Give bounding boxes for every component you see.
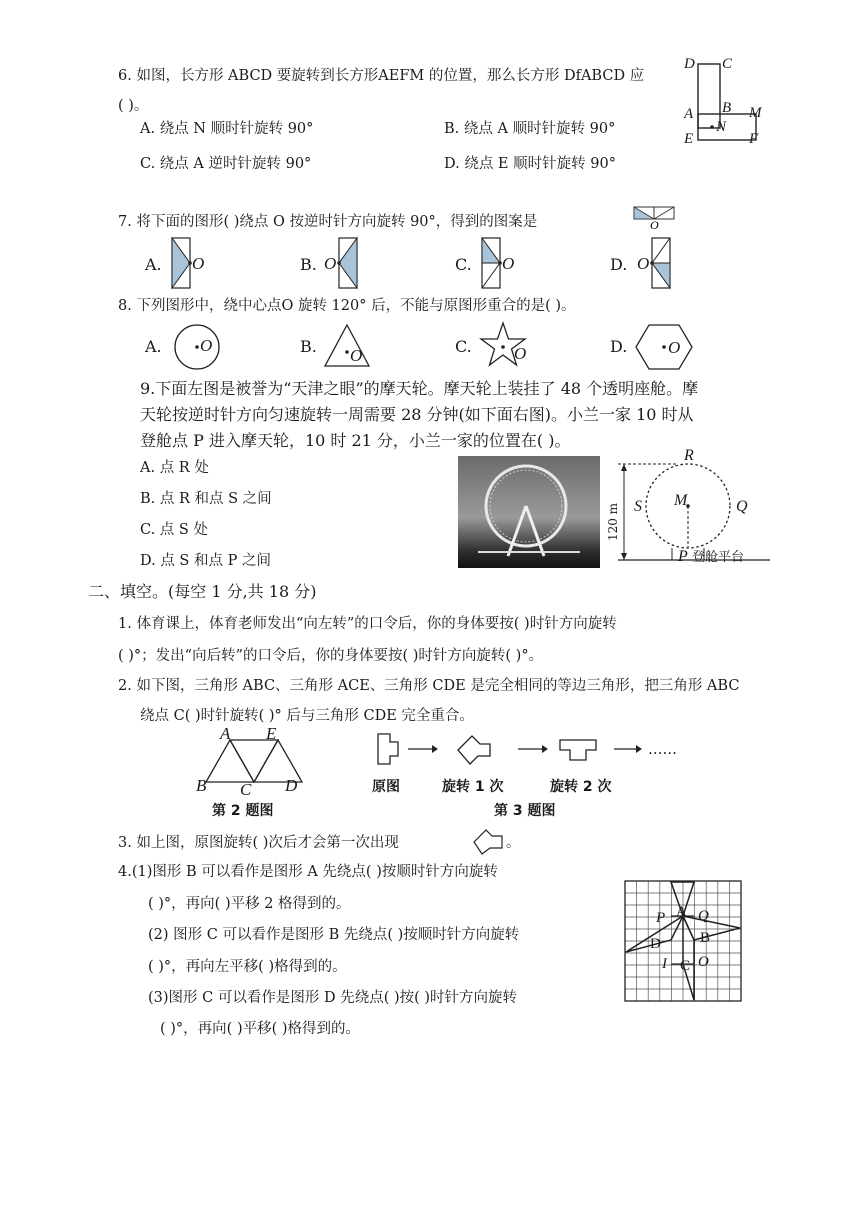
- q6-label-d: D: [684, 56, 695, 72]
- q9-option-c[interactable]: C. 点 S 处: [140, 522, 208, 538]
- q9-label-s: S: [634, 498, 642, 515]
- q4-label-q: Q: [698, 908, 709, 924]
- q8-option-d-letter[interactable]: D.: [610, 337, 628, 356]
- q6-label-n: N: [716, 119, 727, 135]
- q6-option-d[interactable]: D. 绕点 E 顺时针旋转 90°: [444, 156, 616, 172]
- q2-label-b: B: [196, 776, 207, 795]
- s2-q3-end: 。: [506, 835, 521, 851]
- q7-target-figure: [632, 204, 678, 230]
- q8-option-c-letter[interactable]: C.: [455, 337, 472, 356]
- q4-label-c: C: [680, 958, 691, 974]
- q8-option-b-triangle[interactable]: [322, 322, 372, 370]
- q3-caption-original: 原图: [372, 779, 400, 795]
- q9-label-r: R: [684, 447, 694, 464]
- s2-q4-line-1: 4.(1)图形 B 可以看作是图形 A 先绕点( )按顺时针方向旋转: [118, 864, 498, 880]
- q9-stem-line-3: 登舱点 P 进入摩天轮，10 时 21 分，小兰一家的位置在( )。: [140, 431, 571, 450]
- q8-option-b-letter[interactable]: B.: [300, 337, 317, 356]
- q7-option-b-figure[interactable]: [336, 236, 366, 292]
- q9-label-p: P: [678, 548, 688, 565]
- q9-option-b[interactable]: B. 点 R 和点 S 之间: [140, 491, 272, 507]
- s2-q1-line-1: 1. 体育课上，体育老师发出“向左转”的口令后，你的身体要按( )时针方向旋转: [118, 616, 617, 632]
- q9-option-a[interactable]: A. 点 R 处: [140, 460, 209, 476]
- q2-caption: 第 2 题图: [212, 803, 274, 819]
- q2-label-a: A: [220, 724, 231, 743]
- q8-option-d-o: O: [668, 338, 681, 357]
- q7-option-c-letter[interactable]: C.: [455, 255, 472, 274]
- q2-label-c: C: [240, 780, 252, 799]
- q4-label-a: A: [676, 904, 687, 920]
- q7-option-d-figure[interactable]: [649, 236, 679, 292]
- s2-q4-line-3: (2) 图形 C 可以看作是图形 B 先绕点( )按顺时针方向旋转: [148, 927, 520, 943]
- q4-label-p: P: [656, 910, 666, 926]
- q8-option-a-o: O: [200, 336, 213, 355]
- q7-stem: 7. 将下面的图形( )绕点 O 按逆时针方向旋转 90°，得到的图案是: [118, 214, 538, 230]
- q9-stem-line-1: 9.下面左图是被誉为“天津之眼”的摩天轮。摩天轮上装挂了 48 个透明座舱。摩: [140, 379, 699, 398]
- q4-label-o: O: [698, 954, 709, 970]
- svg-text:O: O: [650, 218, 659, 230]
- q7-option-b-o: O: [324, 254, 337, 273]
- q7-option-a-o: O: [192, 254, 205, 273]
- q8-option-c-o: O: [514, 344, 527, 363]
- q7-option-d-o: O: [637, 254, 650, 273]
- s2-q2-line-2: 绕点 C( )时针旋转( )° 后与三角形 CDE 完全重合。: [140, 708, 474, 724]
- q3-ellipsis: ……: [648, 742, 677, 758]
- q2-label-d: D: [285, 776, 298, 795]
- q7-option-c-o: O: [502, 254, 515, 273]
- s2-q1-line-2: ( )°；发出“向后转”的口令后，你的身体要按( )时针方向旋转( )°。: [118, 648, 544, 664]
- q7-option-b-letter[interactable]: B.: [300, 255, 317, 274]
- q6-option-c[interactable]: C. 绕点 A 逆时针旋转 90°: [140, 156, 312, 172]
- q9-height-label: 120 m: [606, 502, 621, 542]
- s2-q3-text: 3. 如上图，原图旋转( )次后才会第一次出现: [118, 835, 399, 851]
- q3-target-shape: [470, 826, 506, 856]
- q6-label-f: F: [749, 131, 759, 147]
- q6-label-m: M: [749, 105, 762, 121]
- q8-option-a-circle[interactable]: [172, 322, 222, 372]
- q2-label-e: E: [266, 724, 277, 743]
- q8-option-b-o: O: [350, 346, 363, 365]
- q7-option-a-letter[interactable]: A.: [145, 255, 162, 274]
- q3-caption: 第 3 题图: [494, 803, 556, 819]
- q6-stem: 6. 如图，长方形 ABCD 要旋转到长方形AEFM 的位置，那么长方形 DfABCD 应: [118, 68, 645, 84]
- q6-label-a: A: [684, 106, 694, 122]
- q6-label-b: B: [722, 100, 732, 116]
- q6-blank: ( )。: [118, 98, 149, 114]
- q4-label-i: I: [662, 956, 667, 972]
- q9-stem-line-2: 天轮按逆时针方向匀速旋转一周需要 28 分钟(如下面右图)。小兰一家 10 时从: [140, 405, 694, 424]
- q4-grid-figure: [624, 880, 742, 1002]
- q6-option-b[interactable]: B. 绕点 A 顺时针旋转 90°: [444, 121, 616, 137]
- q4-label-d: D: [650, 936, 661, 952]
- tianjin-eye-photo: [458, 456, 600, 568]
- q6-option-a[interactable]: A. 绕点 N 顺时针旋转 90°: [140, 121, 314, 137]
- q6-label-c: C: [722, 56, 733, 72]
- q9-label-m: M: [674, 492, 688, 509]
- q9-label-q: Q: [736, 498, 748, 515]
- q6-label-e: E: [684, 131, 694, 147]
- s2-q2-line-1: 2. 如下图，三角形 ABC、三角形 ACE、三角形 CDE 是完全相同的等边三角形，把三角形 ABC: [118, 678, 740, 694]
- q8-stem: 8. 下列图形中，绕中心点O 旋转 120° 后，不能与原图形重合的是( )。: [118, 298, 576, 314]
- q8-option-a-letter[interactable]: A.: [145, 337, 162, 356]
- q3-caption-rotate-1: 旋转 1 次: [442, 779, 504, 795]
- q3-caption-rotate-2: 旋转 2 次: [550, 779, 612, 795]
- s2-q4-line-5: (3)图形 C 可以看作是图形 D 先绕点( )按( )时针方向旋转: [148, 990, 518, 1006]
- q8-option-d-hexagon[interactable]: [634, 322, 694, 372]
- q9-platform-label: 登舱平台: [692, 550, 745, 565]
- q9-option-d[interactable]: D. 点 S 和点 P 之间: [140, 553, 271, 569]
- s2-q4-line-4: ( )°，再向左平移( )格得到的。: [148, 959, 347, 975]
- s2-q4-line-2: ( )°，再向( )平移 2 格得到的。: [148, 896, 351, 912]
- q7-option-d-letter[interactable]: D.: [610, 255, 628, 274]
- s2-q4-line-6: ( )°，再向( )平移( )格得到的。: [160, 1021, 361, 1037]
- section2-title: 二、填空。(每空 1 分,共 18 分): [88, 582, 317, 601]
- q3-rotation-sequence: [372, 730, 662, 770]
- q4-label-b: B: [700, 930, 711, 946]
